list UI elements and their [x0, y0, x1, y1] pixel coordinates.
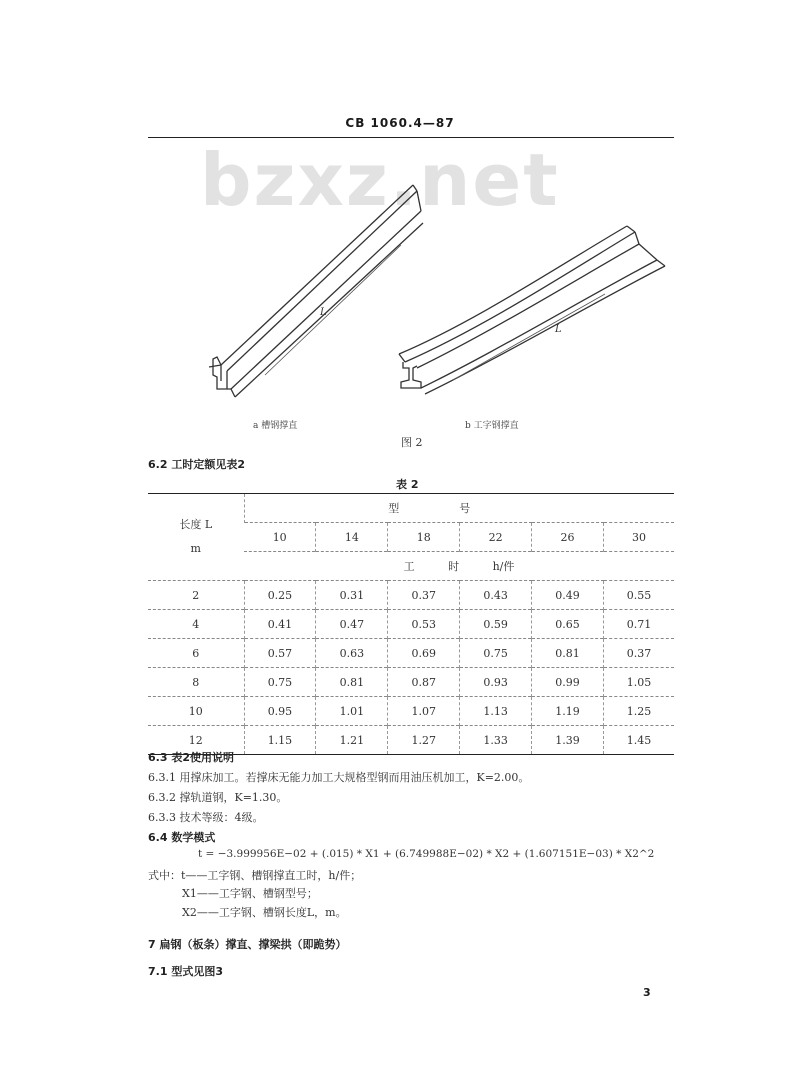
value-cell: 0.65 [532, 610, 604, 639]
length-cell: 10 [148, 697, 244, 726]
work-hours-table [148, 493, 674, 755]
value-cell: 1.13 [460, 697, 532, 726]
section-6-3: 6.3 表2使用说明 [148, 751, 234, 764]
left-length-label: L [320, 307, 327, 318]
item-6-3-1: 6.3.1 用撑床加工。若撑床无能力加工大规格型钢而用油压机加工，K=2.00。 [148, 771, 530, 784]
value-cell: 0.31 [316, 581, 388, 610]
value-cell: 0.95 [244, 697, 316, 726]
type-col: 18 [388, 523, 460, 552]
section-6-4: 6.4 数学模式 [148, 831, 216, 844]
work-hours-header: 工 时 h/件 [244, 552, 674, 581]
value-cell: 0.75 [460, 639, 532, 668]
value-cell: 1.05 [603, 668, 674, 697]
value-cell: 0.63 [316, 639, 388, 668]
value-cell: 0.49 [532, 581, 604, 610]
type-col: 14 [316, 523, 388, 552]
value-cell: 0.43 [460, 581, 532, 610]
length-unit: m [190, 542, 201, 555]
length-cell: 12 [148, 726, 244, 755]
value-cell: 0.87 [388, 668, 460, 697]
value-cell: 1.19 [532, 697, 604, 726]
value-cell: 1.15 [244, 726, 316, 755]
value-cell: 1.25 [603, 697, 674, 726]
length-header: 长度 L [179, 518, 213, 531]
value-cell: 0.71 [603, 610, 674, 639]
value-cell: 0.53 [388, 610, 460, 639]
value-cell: 0.37 [388, 581, 460, 610]
value-cell: 1.01 [316, 697, 388, 726]
section-6-2: 6.2 工时定额见表2 [148, 458, 245, 471]
value-cell: 0.57 [244, 639, 316, 668]
figure-i-beam [395, 222, 675, 397]
value-cell: 0.37 [603, 639, 674, 668]
type-col: 26 [532, 523, 604, 552]
table-title: 表 2 [396, 478, 419, 491]
where-x1: X1——工字钢、槽钢型号； [182, 887, 318, 900]
table-header-row-1 [148, 494, 674, 523]
table-row [148, 581, 674, 610]
page-number: 3 [643, 986, 651, 999]
value-cell: 1.21 [316, 726, 388, 755]
value-cell: 0.47 [316, 610, 388, 639]
value-cell: 1.07 [388, 697, 460, 726]
item-6-3-3: 6.3.3 技术等级：4级。 [148, 811, 264, 824]
length-cell: 2 [148, 581, 244, 610]
value-cell: 0.81 [532, 639, 604, 668]
type-col: 30 [603, 523, 674, 552]
value-cell: 0.69 [388, 639, 460, 668]
type-col: 10 [244, 523, 316, 552]
length-cell: 4 [148, 610, 244, 639]
watermark: bzxz.net [200, 138, 560, 222]
table-row [148, 610, 674, 639]
table-row [148, 668, 674, 697]
value-cell: 0.93 [460, 668, 532, 697]
table-row [148, 697, 674, 726]
type-col: 22 [460, 523, 532, 552]
table-row [148, 639, 674, 668]
figure-label: 图 2 [401, 436, 423, 449]
type-header: 型号 [244, 494, 674, 523]
length-cell: 6 [148, 639, 244, 668]
value-cell: 0.81 [316, 668, 388, 697]
value-cell: 1.45 [603, 726, 674, 755]
length-header-cell [148, 494, 244, 581]
value-cell: 0.55 [603, 581, 674, 610]
section-7-1: 7.1 型式见图3 [148, 965, 223, 978]
value-cell: 0.59 [460, 610, 532, 639]
caption-a: a 槽钢撑直 [253, 421, 298, 431]
document-code: CB 1060.4—87 [345, 116, 455, 130]
value-cell: 0.99 [532, 668, 604, 697]
value-cell: 1.33 [460, 726, 532, 755]
where-x2: X2——工字钢、槽钢长度L，m。 [182, 906, 347, 919]
value-cell: 1.39 [532, 726, 604, 755]
value-cell: 1.27 [388, 726, 460, 755]
value-cell: 0.75 [244, 668, 316, 697]
caption-b: b 工字钢撑直 [465, 421, 519, 431]
item-6-3-2: 6.3.2 撑轨道钢，K=1.30。 [148, 791, 288, 804]
length-cell: 8 [148, 668, 244, 697]
value-cell: 0.41 [244, 610, 316, 639]
value-cell: 0.25 [244, 581, 316, 610]
formula: t = −3.999956E−02 + (.015) * X1 + (6.749988E−02) * X2 + (1.607151E−03) * X2^2 [198, 848, 655, 860]
section-7: 7 扁钢（板条）撑直、撑梁拱（即跪势） [148, 938, 347, 951]
right-length-label: L [555, 324, 562, 335]
where-t: 式中：t——工字钢、槽钢撑直工时，h/件； [148, 869, 362, 882]
